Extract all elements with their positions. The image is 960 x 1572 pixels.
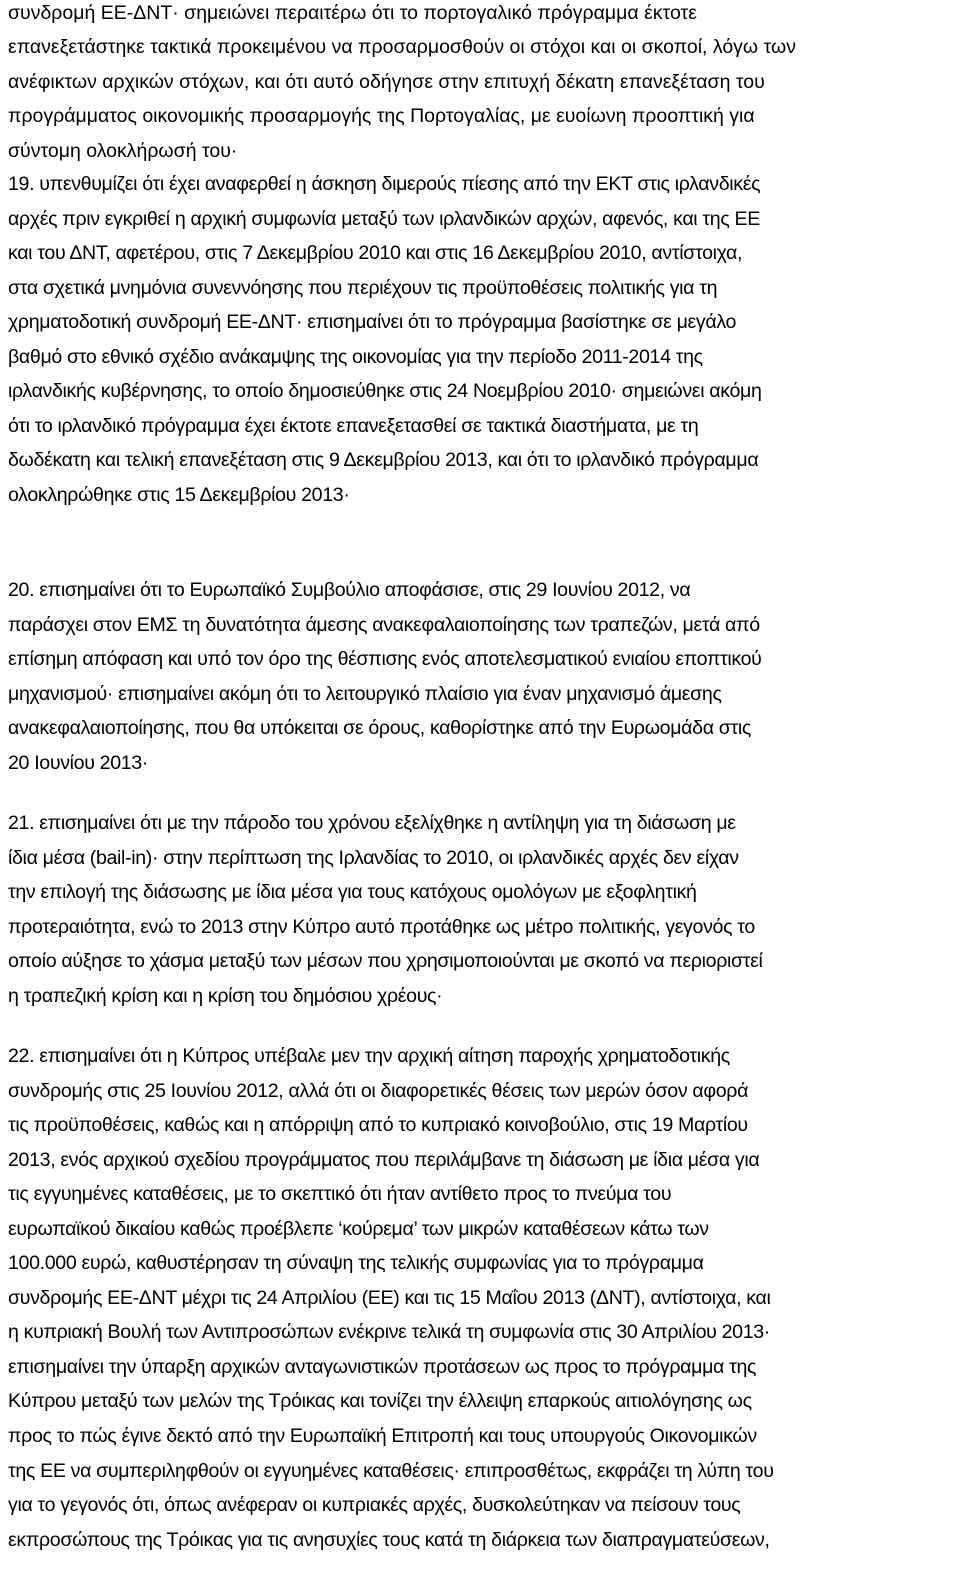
text-line: Κύπρου μεταξύ των μελών της Τρόικας και τονίζει την έλλειψη επαρκούς αιτιολόγησης ως bbox=[8, 1390, 752, 1413]
paragraph-21 bbox=[8, 806, 763, 1013]
text-line: για το γεγονός ότι, όπως ανέφεραν οι κυπριακές αρχές, δυσκολεύτηκαν να πείσουν τους bbox=[8, 1494, 741, 1517]
text-line: της ΕΕ να συμπεριληφθούν οι εγγυημένες καταθέσεις· επιπροσθέτως, εκφράζει τη λύπη του bbox=[8, 1459, 774, 1482]
text-line: επισημαίνει την ύπαρξη αρχικών ανταγωνιστικών προτάσεων ως προς το πρόγραμμα της bbox=[8, 1355, 757, 1378]
text-line: προς το πώς έγινε δεκτό από την Ευρωπαϊκή Επιτροπή και τους υπουργούς Οικονομικών bbox=[8, 1425, 757, 1448]
text-line: 100.000 ευρώ, καθυστέρησαν τη σύναψη της τελικής συμφωνίας για το πρόγραμμα bbox=[8, 1252, 704, 1275]
text-line: 19. υπενθυμίζει ότι έχει αναφερθεί η άσκηση διμερούς πίεσης από την ΕΚΤ στις ιρλανδικές bbox=[8, 173, 761, 195]
text-line: χρηματοδοτική συνδρομή ΕΕ-ΔΝΤ· επισημαίνει ότι το πρόγραμμα βασίστηκε σε μεγάλο bbox=[8, 311, 737, 334]
text-line: ότι το ιρλανδικό πρόγραμμα έχει έκτοτε επανεξετασθεί σε τακτικά διαστήματα, με τη bbox=[8, 414, 699, 437]
text-line: 22. επισημαίνει ότι η Κύπρος υπέβαλε μεν την αρχική αίτηση παροχής χρηματοδοτικής bbox=[8, 1045, 730, 1067]
text-line: τις εγγυημένες καταθέσεις, με το σκεπτικό ότι ήταν αντίθετο προς το πνεύμα του bbox=[8, 1183, 672, 1206]
text-line: αρχές πριν εγκριθεί η αρχική συμφωνία μεταξύ των ιρλανδικών αρχών, αφενός, και της ΕΕ bbox=[8, 207, 760, 230]
text-line: επανεξετάστηκε τακτικά προκειμένου να προσαρμοσθούν οι στόχοι και οι σκοποί, λόγω των bbox=[8, 36, 796, 59]
intro-paragraph bbox=[8, 0, 796, 168]
text-line: δωδέκατη και τελική επανεξέταση στις 9 Δεκεμβρίου 2013, και ότι το ιρλανδικό πρόγραμμα bbox=[8, 449, 759, 472]
text-line: 21. επισημαίνει ότι με την πάροδο του χρόνου εξελίχθηκε η αντίληψη για τη διάσωση με bbox=[8, 812, 736, 834]
text-line: συνδρομή ΕΕ-ΔΝΤ· σημειώνει περαιτέρω ότι το πορτογαλικό πρόγραμμα έκτοτε bbox=[8, 2, 697, 24]
text-line: συνδρομής ΕΕ-ΔΝΤ μέχρι τις 24 Απριλίου (ΕΕ) και τις 15 Μαΐου 2013 (ΔΝΤ), αντίστοιχα, και bbox=[8, 1286, 771, 1309]
text-line: και του ΔΝΤ, αφετέρου, στις 7 Δεκεμβρίου 2010 και στις 16 Δεκεμβρίου 2010, αντίστοιχα, bbox=[8, 242, 743, 265]
text-line: στα σχετικά μνημόνια συνεννόησης που περιέχουν τις προϋποθέσεις πολιτικής για τη bbox=[8, 276, 718, 299]
text-line: τις προϋποθέσεις, καθώς και η απόρριψη από το κυπριακό κοινοβούλιο, στις 19 Μαρτίου bbox=[8, 1114, 748, 1137]
text-line: συνδρομής στις 25 Ιουνίου 2012, αλλά ότι οι διαφορετικές θέσεις των μερών όσον αφορά bbox=[8, 1079, 749, 1102]
text-line: την επιλογή της διάσωσης με ίδια μέσα για τους κατόχους ομολόγων με εξοφλητική bbox=[8, 881, 697, 904]
text-line: σύντομη ολοκλήρωσή του· bbox=[8, 139, 238, 162]
text-line: μηχανισμού· επισημαίνει ακόμη ότι το λειτουργικό πλαίσιο για έναν μηχανισμό άμεσης bbox=[8, 682, 722, 705]
text-line: ανέφικτων αρχικών στόχων, και ότι αυτό οδήγησε στην επιτυχή δέκατη επανεξέταση του bbox=[8, 70, 765, 93]
text-line: ευρωπαϊκού δικαίου καθώς προέβλεπε ‘κούρεμα’ των μικρών καταθέσεων κάτω των bbox=[8, 1217, 709, 1240]
text-line: παράσχει στον ΕΜΣ τη δυνατότητα άμεσης ανακεφαλαιοποίησης των τραπεζών, μετά από bbox=[8, 613, 760, 636]
text-line: 20. επισημαίνει ότι το Ευρωπαϊκό Συμβούλιο αποφάσισε, στις 29 Ιουνίου 2012, να bbox=[8, 579, 691, 601]
text-line: εκπροσώπους της Τρόικας για τις ανησυχίες τους κατά τη διάρκεια των διαπραγματεύσεων, bbox=[8, 1528, 770, 1551]
paragraph-20 bbox=[8, 573, 762, 780]
text-line: ολοκληρώθηκε στις 15 Δεκεμβρίου 2013· bbox=[8, 483, 350, 506]
text-line: οποίο αύξησε το χάσμα μεταξύ των μέσων που χρησιμοποιούνται με σκοπό να περιοριστεί bbox=[8, 950, 763, 973]
text-line: επίσημη απόφαση και υπό τον όρο της θέσπισης ενός αποτελεσματικού ενιαίου εποπτικού bbox=[8, 648, 762, 671]
paragraph-19 bbox=[8, 167, 762, 512]
text-line: προτεραιότητα, ενώ το 2013 στην Κύπρο αυτό προτάθηκε ως μέτρο πολιτικής, γεγονός το bbox=[8, 915, 755, 938]
text-line: η κυπριακή Βουλή των Αντιπροσώπων ενέκρινε τελικά τη συμφωνία στις 30 Απριλίου 2013· bbox=[8, 1321, 770, 1344]
text-line: ίδια μέσα (bail-in)· στην περίπτωση της Ιρλανδίας το 2010, οι ιρλανδικές αρχές δεν είχαν bbox=[8, 846, 739, 869]
text-line: η τραπεζική κρίση και η κρίση του δημόσιου χρέους· bbox=[8, 984, 443, 1007]
text-line: 2013, ενός αρχικού σχεδίου προγράμματος που περιλάμβανε τη διάσωση με ίδια μέσα για bbox=[8, 1148, 760, 1171]
text-line: 20 Ιουνίου 2013· bbox=[8, 751, 149, 774]
text-line: προγράμματος οικονομικής προσαρμογής της Πορτογαλίας, με ευοίωνη προοπτική για bbox=[8, 105, 755, 128]
text-line: ανακεφαλαιοποίησης, που θα υπόκειται σε όρους, καθορίστηκε από την Ευρωομάδα στις bbox=[8, 717, 752, 740]
text-line: ιρλανδικής κυβέρνησης, το οποίο δημοσιεύθηκε στις 24 Νοεμβρίου 2010· σημειώνει ακόμη bbox=[8, 380, 762, 403]
text-line: βαθμό στο εθνικό σχέδιο ανάκαμψης της οικονομίας για την περίοδο 2011-2014 της bbox=[8, 345, 703, 368]
paragraph-22 bbox=[8, 1039, 774, 1557]
